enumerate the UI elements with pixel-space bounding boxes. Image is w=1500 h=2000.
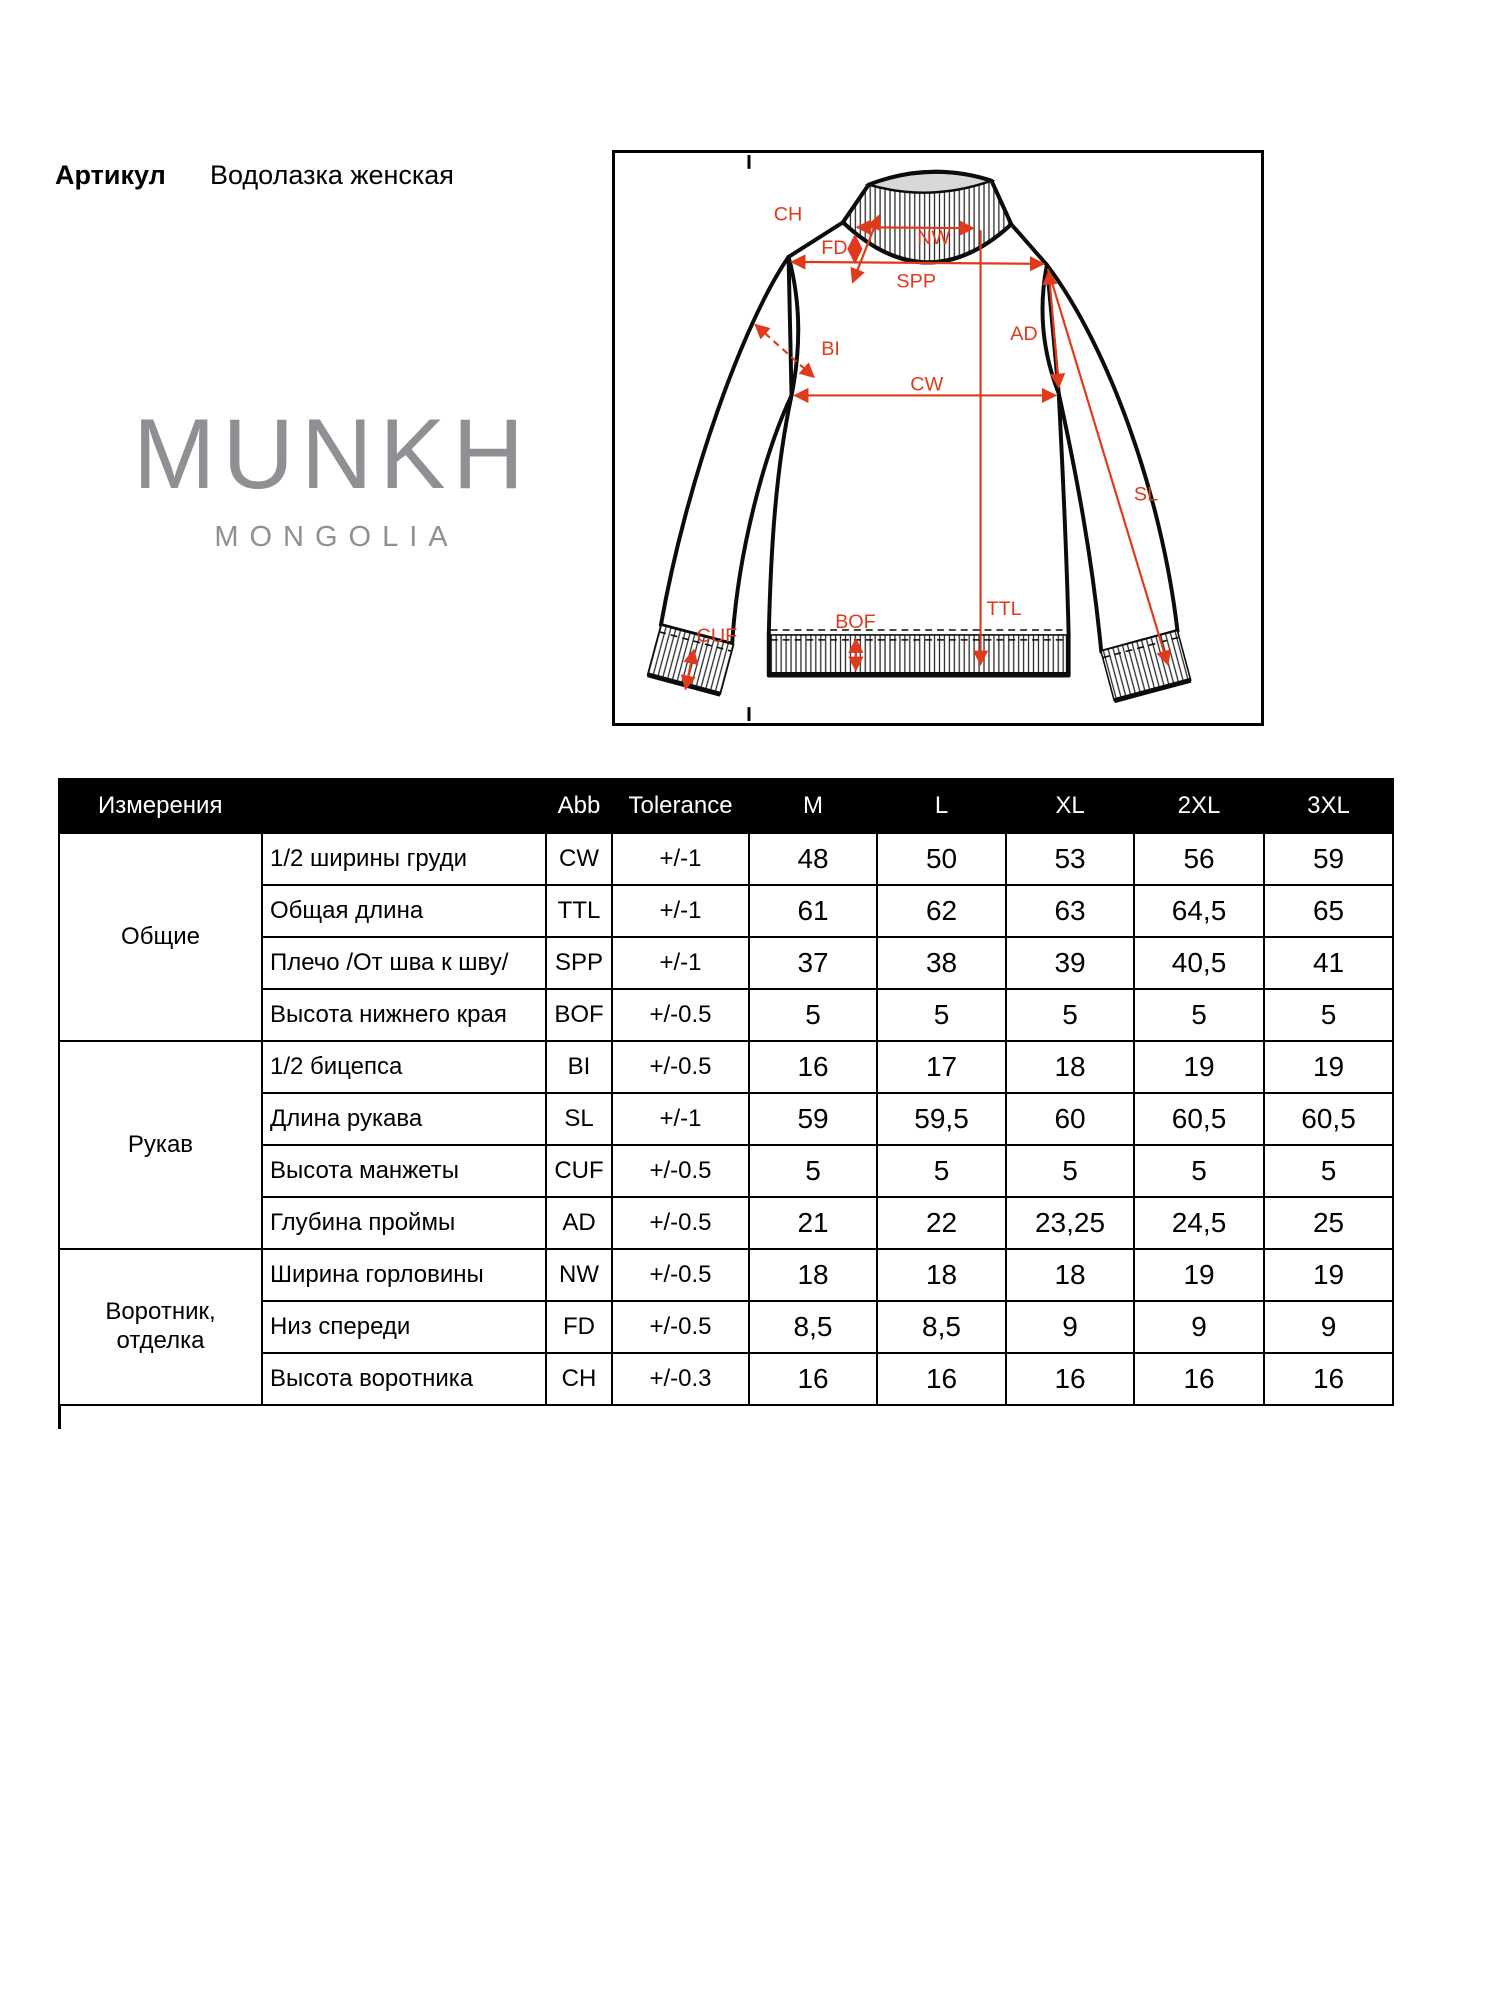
- size-table-header: [59, 779, 1393, 833]
- value-cell: 59,5: [877, 1093, 1006, 1145]
- article-value: Водолазка женская: [210, 160, 454, 190]
- value-cell: 5: [1134, 989, 1264, 1041]
- header-size-m: M: [749, 779, 877, 833]
- spp-label: SPP: [896, 270, 937, 293]
- value-cell: 24,5: [1134, 1197, 1264, 1249]
- value-cell: 16: [749, 1041, 877, 1093]
- param-cell: Глубина проймы: [262, 1197, 546, 1249]
- header-measurements: Измерения: [59, 779, 546, 833]
- group-cell: Рукав: [59, 1041, 262, 1249]
- header-size-xl: XL: [1006, 779, 1134, 833]
- value-cell: 18: [749, 1249, 877, 1301]
- tolerance-cell: +/-0.5: [612, 1197, 749, 1249]
- value-cell: 5: [1264, 1145, 1393, 1197]
- table-row: [59, 833, 1393, 885]
- table-row: [59, 1249, 1393, 1301]
- header-size-3xl: 3XL: [1264, 779, 1393, 833]
- value-cell: 5: [1006, 1145, 1134, 1197]
- value-cell: 19: [1134, 1249, 1264, 1301]
- value-cell: 16: [1134, 1353, 1264, 1405]
- value-cell: 18: [1006, 1249, 1134, 1301]
- param-cell: 1/2 бицепса: [262, 1041, 546, 1093]
- value-cell: 8,5: [877, 1301, 1006, 1353]
- ttl-label: TTL: [986, 598, 1022, 621]
- param-cell: Ширина горловины: [262, 1249, 546, 1301]
- value-cell: 23,25: [1006, 1197, 1134, 1249]
- value-cell: 16: [877, 1353, 1006, 1405]
- value-cell: 25: [1264, 1197, 1393, 1249]
- group-cell: Воротник, отделка: [59, 1249, 262, 1405]
- value-cell: 22: [877, 1197, 1006, 1249]
- value-cell: 37: [749, 937, 877, 989]
- nw-label: NW: [917, 227, 951, 250]
- group-cell: Общие: [59, 833, 262, 1041]
- tolerance-cell: +/-1: [612, 1093, 749, 1145]
- brand-logo: [133, 398, 531, 554]
- value-cell: 65: [1264, 885, 1393, 937]
- table-row: [59, 1041, 1393, 1093]
- param-cell: 1/2 ширины груди: [262, 833, 546, 885]
- ad-label: AD: [1010, 323, 1038, 346]
- value-cell: 60,5: [1134, 1093, 1264, 1145]
- abb-cell: CH: [546, 1353, 612, 1405]
- fd-label: FD: [821, 236, 848, 259]
- value-cell: 5: [1006, 989, 1134, 1041]
- param-cell: Высота нижнего края: [262, 989, 546, 1041]
- value-cell: 38: [877, 937, 1006, 989]
- tolerance-cell: +/-0.5: [612, 1301, 749, 1353]
- sl-label: SL: [1133, 483, 1159, 506]
- ch-label: CH: [773, 203, 803, 226]
- abb-cell: TTL: [546, 885, 612, 937]
- value-cell: 18: [877, 1249, 1006, 1301]
- value-cell: 5: [1264, 989, 1393, 1041]
- size-table: [58, 778, 1394, 1406]
- value-cell: 8,5: [749, 1301, 877, 1353]
- value-cell: 5: [749, 989, 877, 1041]
- tolerance-cell: +/-1: [612, 937, 749, 989]
- abb-cell: CUF: [546, 1145, 612, 1197]
- sweater-diagram: [615, 153, 1261, 723]
- value-cell: 5: [877, 1145, 1006, 1197]
- tolerance-cell: +/-0.5: [612, 1041, 749, 1093]
- param-cell: Высота манжеты: [262, 1145, 546, 1197]
- value-cell: 62: [877, 885, 1006, 937]
- header-tolerance: Tolerance: [612, 779, 749, 833]
- value-cell: 5: [749, 1145, 877, 1197]
- bof-label: BOF: [835, 611, 876, 633]
- param-cell: Низ спереди: [262, 1301, 546, 1353]
- param-cell: Общая длина: [262, 885, 546, 937]
- abb-cell: BOF: [546, 989, 612, 1041]
- abb-cell: NW: [546, 1249, 612, 1301]
- param-cell: Плечо /От шва к шву/: [262, 937, 546, 989]
- sweater-diagram-frame: [612, 150, 1264, 726]
- value-cell: 59: [1264, 833, 1393, 885]
- value-cell: 16: [749, 1353, 877, 1405]
- value-cell: 60,5: [1264, 1093, 1393, 1145]
- value-cell: 60: [1006, 1093, 1134, 1145]
- value-cell: 40,5: [1134, 937, 1264, 989]
- value-cell: 5: [877, 989, 1006, 1041]
- param-cell: Длина рукава: [262, 1093, 546, 1145]
- abb-cell: SPP: [546, 937, 612, 989]
- value-cell: 5: [1134, 1145, 1264, 1197]
- size-table-body: [59, 833, 1393, 1405]
- header-size-l: L: [877, 779, 1006, 833]
- value-cell: 9: [1006, 1301, 1134, 1353]
- value-cell: 18: [1006, 1041, 1134, 1093]
- hem-band: [771, 635, 1067, 675]
- value-cell: 19: [1134, 1041, 1264, 1093]
- abb-cell: BI: [546, 1041, 612, 1093]
- value-cell: 63: [1006, 885, 1134, 937]
- header-size-2xl: 2XL: [1134, 779, 1264, 833]
- brand-logo-subtext: MONGOLIA: [214, 521, 459, 553]
- value-cell: 48: [749, 833, 877, 885]
- value-cell: 17: [877, 1041, 1006, 1093]
- tolerance-cell: +/-1: [612, 885, 749, 937]
- table-cutoff-border-stub: [58, 1404, 61, 1429]
- value-cell: 9: [1134, 1301, 1264, 1353]
- tolerance-cell: +/-0.5: [612, 989, 749, 1041]
- tolerance-cell: +/-0.5: [612, 1249, 749, 1301]
- cuf-label: CUF: [696, 624, 738, 647]
- value-cell: 61: [749, 885, 877, 937]
- value-cell: 19: [1264, 1249, 1393, 1301]
- nw-arrow: [858, 227, 973, 228]
- value-cell: 16: [1264, 1353, 1393, 1405]
- abb-cell: CW: [546, 833, 612, 885]
- tolerance-cell: +/-0.3: [612, 1353, 749, 1405]
- value-cell: 9: [1264, 1301, 1393, 1353]
- value-cell: 19: [1264, 1041, 1393, 1093]
- header-abb: Abb: [546, 779, 612, 833]
- tolerance-cell: +/-0.5: [612, 1145, 749, 1197]
- value-cell: 41: [1264, 937, 1393, 989]
- brand-logo-text: MUNKH: [133, 398, 531, 509]
- value-cell: 16: [1006, 1353, 1134, 1405]
- value-cell: 39: [1006, 937, 1134, 989]
- value-cell: 56: [1134, 833, 1264, 885]
- bi-label: BI: [821, 337, 840, 360]
- abb-cell: FD: [546, 1301, 612, 1353]
- value-cell: 50: [877, 833, 1006, 885]
- cw-label: CW: [910, 373, 944, 396]
- value-cell: 59: [749, 1093, 877, 1145]
- param-cell: Высота воротника: [262, 1353, 546, 1405]
- abb-cell: SL: [546, 1093, 612, 1145]
- article-label: Артикул: [55, 160, 166, 190]
- tolerance-cell: +/-1: [612, 833, 749, 885]
- value-cell: 64,5: [1134, 885, 1264, 937]
- value-cell: 53: [1006, 833, 1134, 885]
- value-cell: 21: [749, 1197, 877, 1249]
- abb-cell: AD: [546, 1197, 612, 1249]
